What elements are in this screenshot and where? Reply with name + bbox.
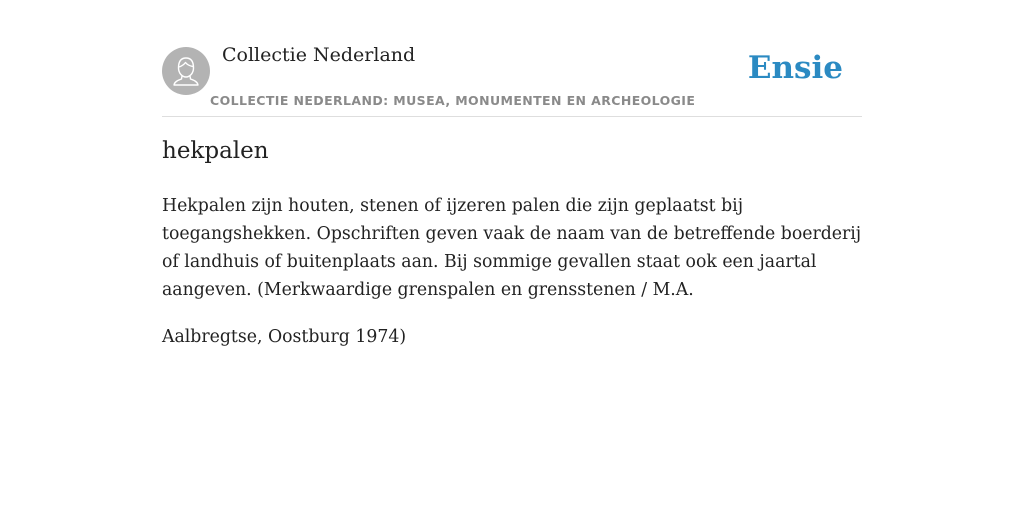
entry-term: hekpalen bbox=[162, 138, 269, 164]
card-header bbox=[162, 0, 862, 117]
brand-logo[interactable]: Ensie bbox=[747, 50, 843, 86]
author-avatar[interactable] bbox=[162, 47, 210, 95]
definition-card bbox=[162, 0, 862, 512]
entry-body bbox=[162, 192, 862, 370]
source-label[interactable]: COLLECTIE NEDERLAND: MUSEA, MONUMENTEN EN ARCHEOLOGIE bbox=[210, 93, 696, 108]
author-name[interactable]: Collectie Nederland bbox=[222, 44, 416, 66]
entry-paragraph: Hekpalen zijn houten, stenen of ijzeren palen die zijn geplaatst bij toegangshekken. Opschriften geven vaak de naam van de betreffende boerderij of landhuis of buitenplaats aan. Bij sommige gevallen staat ook een jaartal aangeven. (Merkwaardige grenspalen en grensstenen / M.A. bbox=[162, 196, 862, 300]
entry-paragraph: Aalbregtse, Oostburg 1974) bbox=[162, 327, 407, 347]
user-silhouette-icon bbox=[162, 47, 210, 95]
